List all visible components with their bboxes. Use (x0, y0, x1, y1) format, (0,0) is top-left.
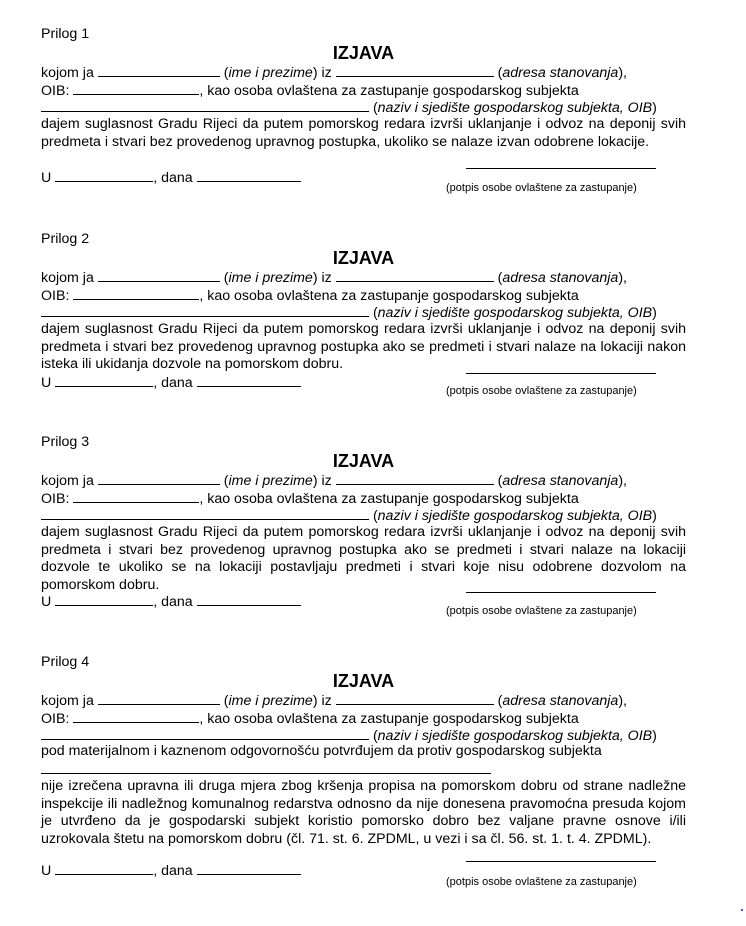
signature-caption: (potpis osobe ovlaštene za zastupanje) (446, 605, 637, 617)
kojom-ja-text: kojom ja (41, 693, 94, 709)
company-name-field[interactable] (41, 760, 491, 774)
prilog-label: Prilog 4 (41, 654, 90, 670)
body-text: dajem suglasnost Gradu Rijeci da putem pomorskog redara izvrši uklanjanje i odvoz na deponij svih predmeta i stvari bez provedenog upravnog postupka, ukoliko se nalaze izvan odobrene lokacije. (41, 116, 686, 150)
company-name-line (41, 760, 491, 777)
prilog-label: Prilog 1 (41, 26, 90, 42)
naziv-label: naziv i sjedište gospodarskog subjekta, OIB (377, 728, 653, 744)
company-line: (naziv i sjedište gospodarskog subjekta, OIB) (41, 506, 657, 523)
address-field[interactable] (336, 471, 494, 485)
date-field[interactable] (197, 373, 301, 387)
name-field[interactable] (98, 268, 220, 282)
date-field[interactable] (197, 861, 301, 875)
oib-field[interactable] (73, 81, 199, 95)
kao-osoba-text: , kao osoba ovlaštena za zastupanje gospodarskog subjekta (199, 83, 579, 99)
company-field[interactable] (41, 506, 369, 520)
company-line: (naziv i sjedište gospodarskog subjekta, OIB) (41, 303, 657, 320)
name-address-line: kojom ja (ime i prezime) iz (adresa stanovanja), (41, 65, 627, 81)
signature-line[interactable] (466, 168, 656, 169)
adresa-label: adresa stanovanja (502, 270, 619, 286)
oib-field[interactable] (73, 286, 199, 300)
oib-line (41, 709, 579, 726)
kojom-ja-text: kojom ja (41, 270, 94, 286)
kao-osoba-text: , kao osoba ovlaštena za zastupanje gospodarskog subjekta (199, 491, 579, 507)
place-date-line (41, 592, 301, 609)
iz-text: iz (321, 270, 332, 286)
oib-field[interactable] (73, 489, 199, 503)
adresa-label: adresa stanovanja (502, 473, 619, 489)
place-date-line (41, 861, 301, 878)
u-text: U (41, 594, 52, 610)
adresa-label: adresa stanovanja (502, 65, 619, 81)
address-field[interactable] (336, 63, 494, 77)
oib-line (41, 489, 579, 506)
u-text: U (41, 170, 52, 186)
kao-osoba-text: , kao osoba ovlaštena za zastupanje gospodarskog subjekta (199, 711, 579, 727)
kao-osoba-text: , kao osoba ovlaštena za zastupanje gospodarskog subjekta (199, 288, 579, 304)
prilog-label: Prilog 3 (41, 434, 90, 450)
signature-line[interactable] (466, 861, 656, 862)
izjava-title: IZJAVA (332, 451, 395, 471)
name-field[interactable] (98, 471, 220, 485)
ime-label: ime i prezime (228, 270, 313, 286)
name-field[interactable] (98, 63, 220, 77)
body-text: dajem suglasnost Gradu Rijeci da putem pomorskog redara izvrši uklanjanje i odvoz na deponij svih predmeta i stvari bez provedenog upravnog postupka ako se predmeti i stvari nalaze na lokaciji nakon isteka ili ukidanja dozvole na pomorskom dobru. (41, 321, 686, 372)
iz-text: iz (321, 473, 332, 489)
name-address-line: kojom ja (ime i prezime) iz (adresa stanovanja), (41, 270, 627, 286)
place-date-line (41, 168, 301, 185)
signature-line[interactable] (466, 373, 656, 374)
izjava-title: IZJAVA (332, 43, 395, 63)
oib-text: OIB: (41, 491, 70, 507)
ime-label: ime i prezime (228, 693, 313, 709)
oib-text: OIB: (41, 711, 70, 727)
place-field[interactable] (55, 861, 153, 875)
naziv-label: naziv i sjedište gospodarskog subjekta, OIB (377, 100, 653, 116)
name-address-line: kojom ja (ime i prezime) iz (adresa stanovanja), (41, 693, 627, 709)
place-field[interactable] (55, 168, 153, 182)
address-field[interactable] (336, 268, 494, 282)
page-marker-dot (741, 909, 743, 911)
place-date-line (41, 373, 301, 390)
izjava-title: IZJAVA (332, 671, 395, 691)
dana-text: , dana (153, 375, 193, 391)
ime-label: ime i prezime (228, 65, 313, 81)
kojom-ja-text: kojom ja (41, 65, 94, 81)
pre-body-text: pod materijalnom i kaznenom odgovornošću potvrđujem da protiv gospodarskog subjekta (41, 743, 602, 759)
dana-text: , dana (153, 594, 193, 610)
dana-text: , dana (153, 170, 193, 186)
body-text: nije izrečena upravna ili druga mjera zbog kršenja propisa na pomorskom dobru od strane nadležne inspekcije ili nadležnog komunalnog redarstva odnosno da nije donesena pravomoćna presuda kojom je utvrđeno da je gospodarski subjekt koristio pomorsko dobro bez valjane pravne osnove i/ili uzrokovala štetu na pomorskom dobru (čl. 71. st. 6. ZPDML, u vezi i sa čl. 56. st. 1. t. 4. ZPDML). (41, 778, 686, 847)
u-text: U (41, 863, 52, 879)
naziv-label: naziv i sjedište gospodarskog subjekta, OIB (377, 305, 653, 321)
prilog-label: Prilog 2 (41, 231, 90, 247)
body-text: dajem suglasnost Gradu Rijeci da putem pomorskog redara izvrši uklanjanje i odvoz na deponij svih predmeta i stvari bez provedenog upravnog postupka ako se predmeti i stvari nalaze na lokaciji dozvole te ukoliko se na lokaciji postavljaju predmeti i stvari koje nisu odobrene dozvolom na pomorskom dobru. (41, 524, 686, 593)
name-field[interactable] (98, 691, 220, 705)
place-field[interactable] (55, 373, 153, 387)
company-field[interactable] (41, 303, 369, 317)
date-field[interactable] (197, 168, 301, 182)
naziv-label: naziv i sjedište gospodarskog subjekta, OIB (377, 508, 653, 524)
izjava-title: IZJAVA (332, 248, 395, 268)
signature-caption: (potpis osobe ovlaštene za zastupanje) (446, 182, 637, 194)
company-line: (naziv i sjedište gospodarskog subjekta, OIB) (41, 98, 657, 115)
signature-caption: (potpis osobe ovlaštene za zastupanje) (446, 385, 637, 397)
oib-text: OIB: (41, 83, 70, 99)
company-field[interactable] (41, 726, 369, 740)
date-field[interactable] (197, 592, 301, 606)
name-address-line: kojom ja (ime i prezime) iz (adresa stanovanja), (41, 473, 627, 489)
signature-caption: (potpis osobe ovlaštene za zastupanje) (446, 876, 637, 888)
company-field[interactable] (41, 98, 369, 112)
oib-line (41, 81, 579, 98)
oib-line (41, 286, 579, 303)
oib-text: OIB: (41, 288, 70, 304)
company-line: (naziv i sjedište gospodarskog subjekta, OIB) (41, 726, 657, 743)
dana-text: , dana (153, 863, 193, 879)
address-field[interactable] (336, 691, 494, 705)
adresa-label: adresa stanovanja (502, 693, 619, 709)
ime-label: ime i prezime (228, 473, 313, 489)
signature-line[interactable] (466, 592, 656, 593)
place-field[interactable] (55, 592, 153, 606)
u-text: U (41, 375, 52, 391)
iz-text: iz (321, 65, 332, 81)
iz-text: iz (321, 693, 332, 709)
oib-field[interactable] (73, 709, 199, 723)
kojom-ja-text: kojom ja (41, 473, 94, 489)
